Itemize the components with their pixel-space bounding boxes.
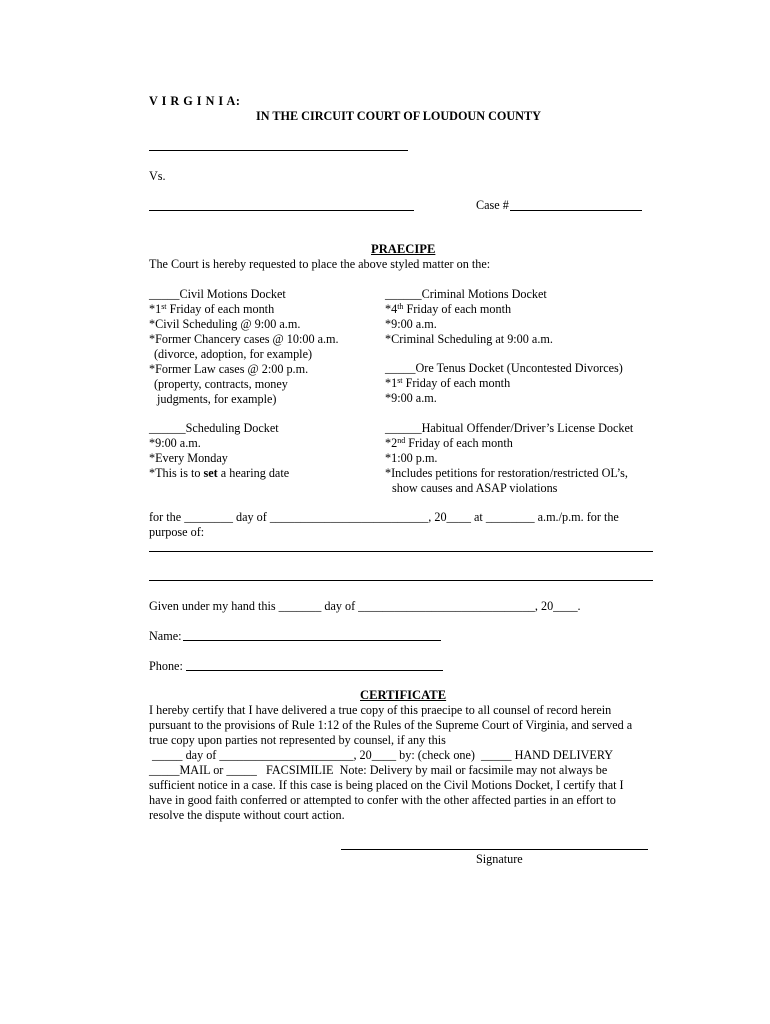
given-under-hand-line[interactable]: Given under my hand this _______ day of _____________________________, 20____. xyxy=(149,599,581,613)
civil-motions-line-2: *Civil Scheduling @ 9:00 a.m. xyxy=(149,317,301,331)
civil-motions-title[interactable]: _____Civil Motions Docket xyxy=(149,287,286,301)
praecipe-title: PRAECIPE xyxy=(371,242,436,256)
habitual-title[interactable]: ______Habitual Offender/Driver’s License Docket xyxy=(385,421,634,435)
hearing-date-line[interactable]: for the ________ day of __________________________, 20____ at ________ a.m./p.m. for the xyxy=(149,510,619,524)
certificate-line-2: pursuant to the provisions of Rule 1:12 of the Rules of the Supreme Court of Virginia, and served a xyxy=(149,718,633,732)
civil-motions-line-4: (divorce, adoption, for example) xyxy=(154,347,313,361)
habitual-line-3: *Includes petitions for restoration/restricted OL’s, xyxy=(385,466,628,480)
scheduling-title[interactable]: ______Scheduling Docket xyxy=(149,421,279,435)
civil-motions-line-3: *Former Chancery cases @ 10:00 a.m. xyxy=(149,332,339,346)
checkbox-blank[interactable]: _____ xyxy=(385,361,416,375)
purpose-label: purpose of: xyxy=(149,525,205,539)
certificate-line-3: true copy upon parties not represented by counsel, if any this xyxy=(149,733,446,747)
checkbox-blank[interactable]: ______ xyxy=(149,421,186,435)
versus-label: Vs. xyxy=(149,169,166,183)
civil-motions-docket xyxy=(149,287,339,407)
certificate-line-1: I hereby certify that I have delivered a true copy of this praecipe to all counsel of record herein xyxy=(149,703,612,717)
checkbox-blank[interactable]: _____ xyxy=(149,287,180,301)
phone-label: Phone: xyxy=(149,659,183,673)
scheduling-docket xyxy=(149,421,289,481)
phone-line[interactable] xyxy=(186,670,443,671)
checkbox-blank[interactable]: ______ xyxy=(385,287,422,301)
civil-motions-line-7: judgments, for example) xyxy=(157,392,277,406)
certificate-line-8: resolve the dispute without court action. xyxy=(149,808,345,822)
certificate-line-7: have in good faith conferred or attempted to confer with the other affected parties in an effort to xyxy=(149,793,616,807)
certificate-title: CERTIFICATE xyxy=(360,688,447,702)
court-heading: IN THE CIRCUIT COURT OF LOUDOUN COUNTY xyxy=(256,109,541,123)
name-label: Name: xyxy=(149,629,182,643)
purpose-line-1[interactable] xyxy=(149,551,653,552)
civil-motions-line-6: (property, contracts, money xyxy=(154,377,288,391)
scheduling-line-1: *9:00 a.m. xyxy=(149,436,201,450)
certificate-body xyxy=(149,703,632,823)
certificate-line-6: sufficient notice in a case. If this case is being placed on the Civil Motions Docket, I certify that I xyxy=(149,778,624,792)
plaintiff-line[interactable] xyxy=(149,150,408,151)
habitual-offender-docket xyxy=(385,421,633,496)
ore-tenus-line-1: *1st Friday of each month xyxy=(385,376,511,390)
habitual-line-4: show causes and ASAP violations xyxy=(392,481,558,495)
habitual-line-2: *1:00 p.m. xyxy=(385,451,438,465)
praecipe-intro: The Court is hereby requested to place the above styled matter on the: xyxy=(149,257,491,271)
civil-motions-line-1: *1st Friday of each month xyxy=(149,302,275,316)
certificate-line-5[interactable]: _____MAIL or _____ FACSIMILIE Note: Delivery by mail or facsimile may not always be xyxy=(149,763,608,777)
criminal-motions-line-3: *Criminal Scheduling at 9:00 a.m. xyxy=(385,332,553,346)
criminal-motions-line-1: *4th Friday of each month xyxy=(385,302,512,316)
signature-label: Signature xyxy=(476,852,523,866)
criminal-motions-docket xyxy=(385,287,553,347)
defendant-line[interactable] xyxy=(149,210,414,211)
civil-motions-line-5: *Former Law cases @ 2:00 p.m. xyxy=(149,362,309,376)
scheduling-line-2: *Every Monday xyxy=(149,451,228,465)
purpose-line-2[interactable] xyxy=(149,580,653,581)
criminal-motions-line-2: *9:00 a.m. xyxy=(385,317,437,331)
criminal-motions-title[interactable]: ______Criminal Motions Docket xyxy=(385,287,547,301)
case-number-label: Case # xyxy=(476,198,509,212)
name-line[interactable] xyxy=(183,640,441,641)
case-number-line[interactable] xyxy=(510,210,642,211)
certificate-line-4[interactable]: _____ day of ______________________, 20____ by: (check one) _____ HAND DELIVERY xyxy=(149,748,614,762)
ore-tenus-title[interactable]: _____Ore Tenus Docket (Uncontested Divorces) xyxy=(385,361,623,375)
habitual-line-1: *2nd Friday of each month xyxy=(385,436,513,450)
ore-tenus-docket xyxy=(385,361,623,406)
signature-line[interactable] xyxy=(341,849,648,850)
checkbox-blank[interactable]: ______ xyxy=(385,421,422,435)
ore-tenus-line-2: *9:00 a.m. xyxy=(385,391,437,405)
scheduling-line-3: *This is to set a hearing date xyxy=(149,466,290,480)
state-heading: V I R G I N I A: xyxy=(149,94,241,108)
